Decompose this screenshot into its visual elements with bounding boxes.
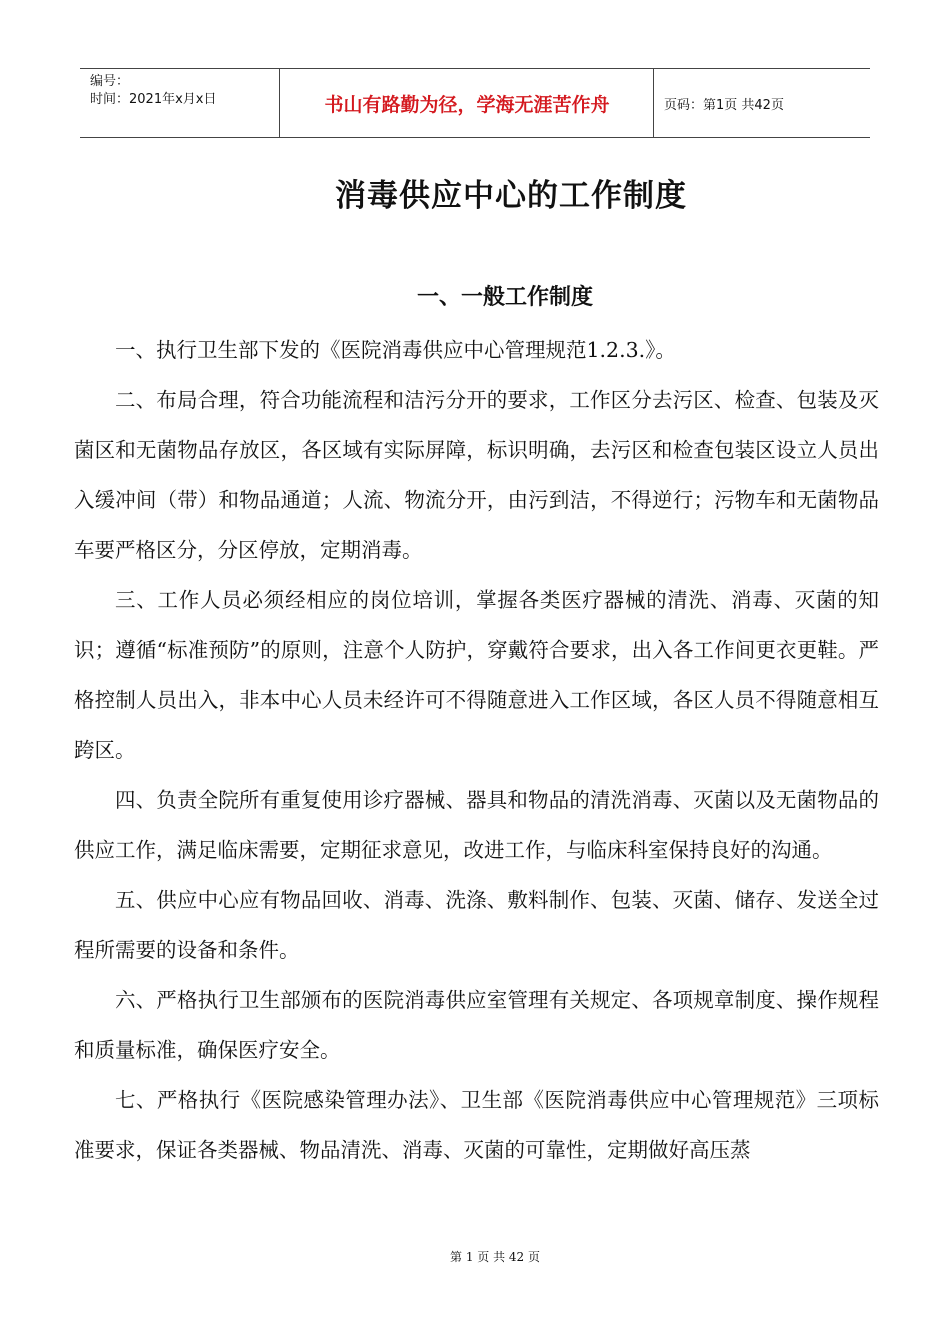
header-motto: 书山有路勤为径，学海无涯苦作舟 xyxy=(281,69,654,137)
document-date-label: 时间：2021年x月x日 xyxy=(90,92,217,107)
paragraph: 三、工作人员必须经相应的岗位培训，掌握各类医疗器械的清洗、消毒、灭菌的知识；遵循“标准预防”的原则，注意个人防护，穿戴符合要求，出入各工作间更衣更鞋。严格控制人员出入，非本中心人员未经许可不得随意进入工作区域，各区人员不得随意相互跨区。 xyxy=(74,588,879,762)
paragraph: 一、执行卫生部下发的《医院消毒供应中心管理规范1.2.3.》。 xyxy=(115,338,676,362)
section-heading: 一、一般工作制度 xyxy=(416,285,593,310)
header-page-info: 页码：第1页 共42页 xyxy=(664,97,784,113)
paragraph: 四、负责全院所有重复使用诊疗器械、器具和物品的清洗消毒、灭菌以及无菌物品的供应工作，满足临床需要，定期征求意见，改进工作，与临床科室保持良好的沟通。 xyxy=(74,788,879,862)
paragraph: 七、严格执行《医院感染管理办法》、卫生部《医院消毒供应中心管理规范》三项标准要求，保证各类器械、物品清洗、消毒、灭菌的可靠性，定期做好高压蒸 xyxy=(74,1088,879,1162)
document-body xyxy=(74,325,879,1175)
header-table xyxy=(80,68,870,138)
header-meta-cell xyxy=(80,69,280,137)
page-footer: 第 1 页 共 42 页 xyxy=(450,1250,540,1264)
document-title: 消毒供应中心的工作制度 xyxy=(335,178,687,214)
document-number-label: 编号： xyxy=(90,74,130,89)
paragraph: 五、供应中心应有物品回收、消毒、洗涤、敷料制作、包装、灭菌、储存、发送全过程所需要的设备和条件。 xyxy=(74,888,879,962)
paragraph: 六、严格执行卫生部颁布的医院消毒供应室管理有关规定、各项规章制度、操作规程和质量标准，确保医疗安全。 xyxy=(74,988,879,1062)
paragraph: 二、布局合理，符合功能流程和洁污分开的要求，工作区分去污区、检查、包装及灭菌区和无菌物品存放区，各区域有实际屏障，标识明确，去污区和检查包装区设立人员出入缓冲间（带）和物品通道；人流、物流分开，由污到洁，不得逆行；污物车和无菌物品车要严格区分，分区停放，定期消毒。 xyxy=(74,388,879,562)
